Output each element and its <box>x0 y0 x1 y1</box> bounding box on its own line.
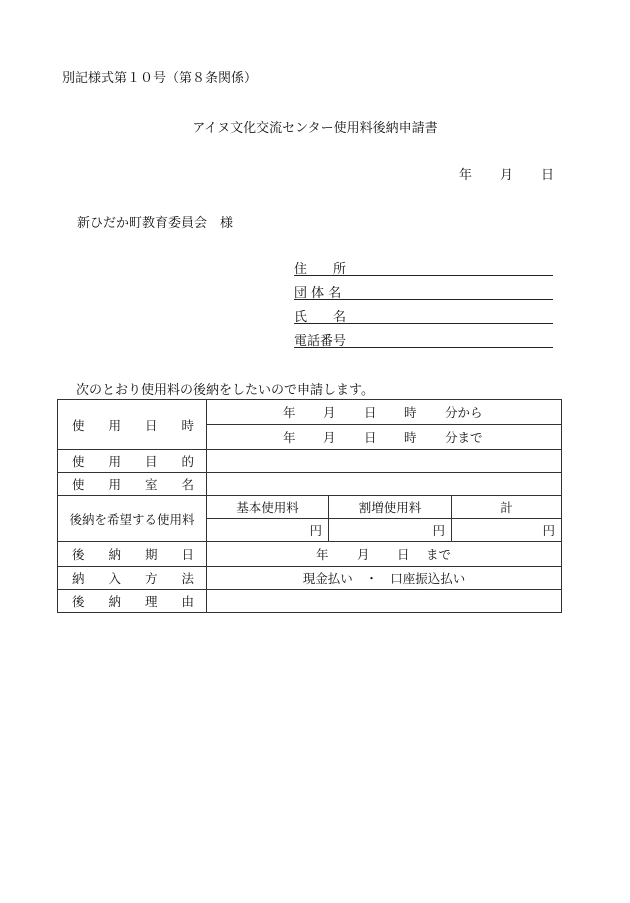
label-char: 時 <box>181 417 194 433</box>
usage-from-field[interactable] <box>207 400 562 425</box>
address-label: 住 所 <box>294 262 347 277</box>
group-name-label: 団 体 名 <box>294 286 342 301</box>
date-month-label: 月 <box>500 168 514 183</box>
payment-method-options[interactable]: 現金払い ・ 口座振込払い <box>207 567 562 590</box>
reason-field[interactable] <box>207 590 562 613</box>
purpose-label <box>58 450 207 473</box>
unit-year: 年 <box>283 405 296 420</box>
unit-day: 日 <box>364 405 377 420</box>
unit-year: 年 <box>316 547 329 562</box>
label-char: 使 <box>72 477 85 492</box>
date-day-label: 日 <box>541 168 555 183</box>
fee-header-row <box>58 496 562 519</box>
basic-fee-field[interactable] <box>207 519 329 542</box>
date-year-label: 年 <box>459 168 473 183</box>
label-char: 用 <box>108 417 121 433</box>
unit-minute-from: 分から <box>445 405 483 420</box>
usage-to-field[interactable] <box>207 425 562 450</box>
unit-year: 年 <box>283 430 296 445</box>
payment-method-label <box>58 567 207 590</box>
unit-month: 月 <box>323 405 336 420</box>
unit-hour: 時 <box>404 405 417 420</box>
purpose-row <box>58 450 562 473</box>
label-char: 用 <box>108 477 121 492</box>
label-char: 期 <box>144 547 158 562</box>
label-char: 的 <box>181 454 194 469</box>
phone-field[interactable] <box>294 330 553 348</box>
label-char: 方 <box>144 571 158 586</box>
deferred-date-label <box>58 542 207 567</box>
label-char: 後 <box>72 594 85 609</box>
name-field[interactable] <box>294 306 553 324</box>
payment-method-row <box>58 567 562 590</box>
group-name-field[interactable] <box>294 282 553 300</box>
unit-day: 日 <box>397 547 410 562</box>
room-label <box>58 473 207 496</box>
intro-text: 次のとおり使用料の後納をしたいので申請します。 <box>76 383 374 398</box>
surcharge-fee-field[interactable] <box>329 519 452 542</box>
unit-month: 月 <box>357 547 370 562</box>
label-char: 後 <box>72 547 85 562</box>
addressee: 新ひだか町教育委員会 様 <box>77 216 234 231</box>
fee-label: 後納を希望する使用料 <box>58 496 207 542</box>
address-field[interactable] <box>294 258 553 276</box>
usage-datetime-label <box>58 400 207 450</box>
purpose-field[interactable] <box>207 450 562 473</box>
deferred-date-row <box>58 542 562 567</box>
reason-label <box>58 590 207 613</box>
unit-hour: 時 <box>404 430 417 445</box>
label-char: 理 <box>144 594 158 609</box>
label-char: 日 <box>144 417 158 433</box>
yen-unit: 円 <box>432 523 445 538</box>
room-field[interactable] <box>207 473 562 496</box>
label-char: 入 <box>108 571 121 586</box>
usage-datetime-row <box>58 400 562 425</box>
label-char: 日 <box>181 547 194 562</box>
name-label: 氏 名 <box>294 310 347 325</box>
label-char: 使 <box>72 417 85 433</box>
label-char: 法 <box>181 571 194 586</box>
surcharge-fee-header: 割増使用料 <box>329 496 452 519</box>
label-char: 室 <box>144 477 158 492</box>
label-char: 名 <box>181 477 194 492</box>
label-char: 納 <box>108 594 121 609</box>
application-table <box>57 399 562 613</box>
label-char: 納 <box>72 571 85 586</box>
unit-minute-to: 分まで <box>445 430 483 445</box>
total-fee-field[interactable] <box>452 519 562 542</box>
document-title: アイヌ文化交流センター使用料後納申請書 <box>192 121 438 136</box>
deferred-date-field[interactable] <box>207 542 562 567</box>
total-fee-header: 計 <box>452 496 562 519</box>
yen-unit: 円 <box>309 523 322 538</box>
unit-day: 日 <box>364 430 377 445</box>
room-row <box>58 473 562 496</box>
form-number: 別記様式第１０号（第８条関係） <box>62 71 258 86</box>
label-char: 目 <box>144 454 158 469</box>
basic-fee-header: 基本使用料 <box>207 496 329 519</box>
label-char: 納 <box>108 547 121 562</box>
unit-month: 月 <box>323 430 336 445</box>
reason-row <box>58 590 562 613</box>
label-char: 使 <box>72 454 85 469</box>
yen-unit: 円 <box>542 523 555 538</box>
label-char: 用 <box>108 454 121 469</box>
label-char: 由 <box>181 594 194 609</box>
until-suffix: まで <box>426 547 452 562</box>
phone-label: 電話番号 <box>294 334 347 349</box>
